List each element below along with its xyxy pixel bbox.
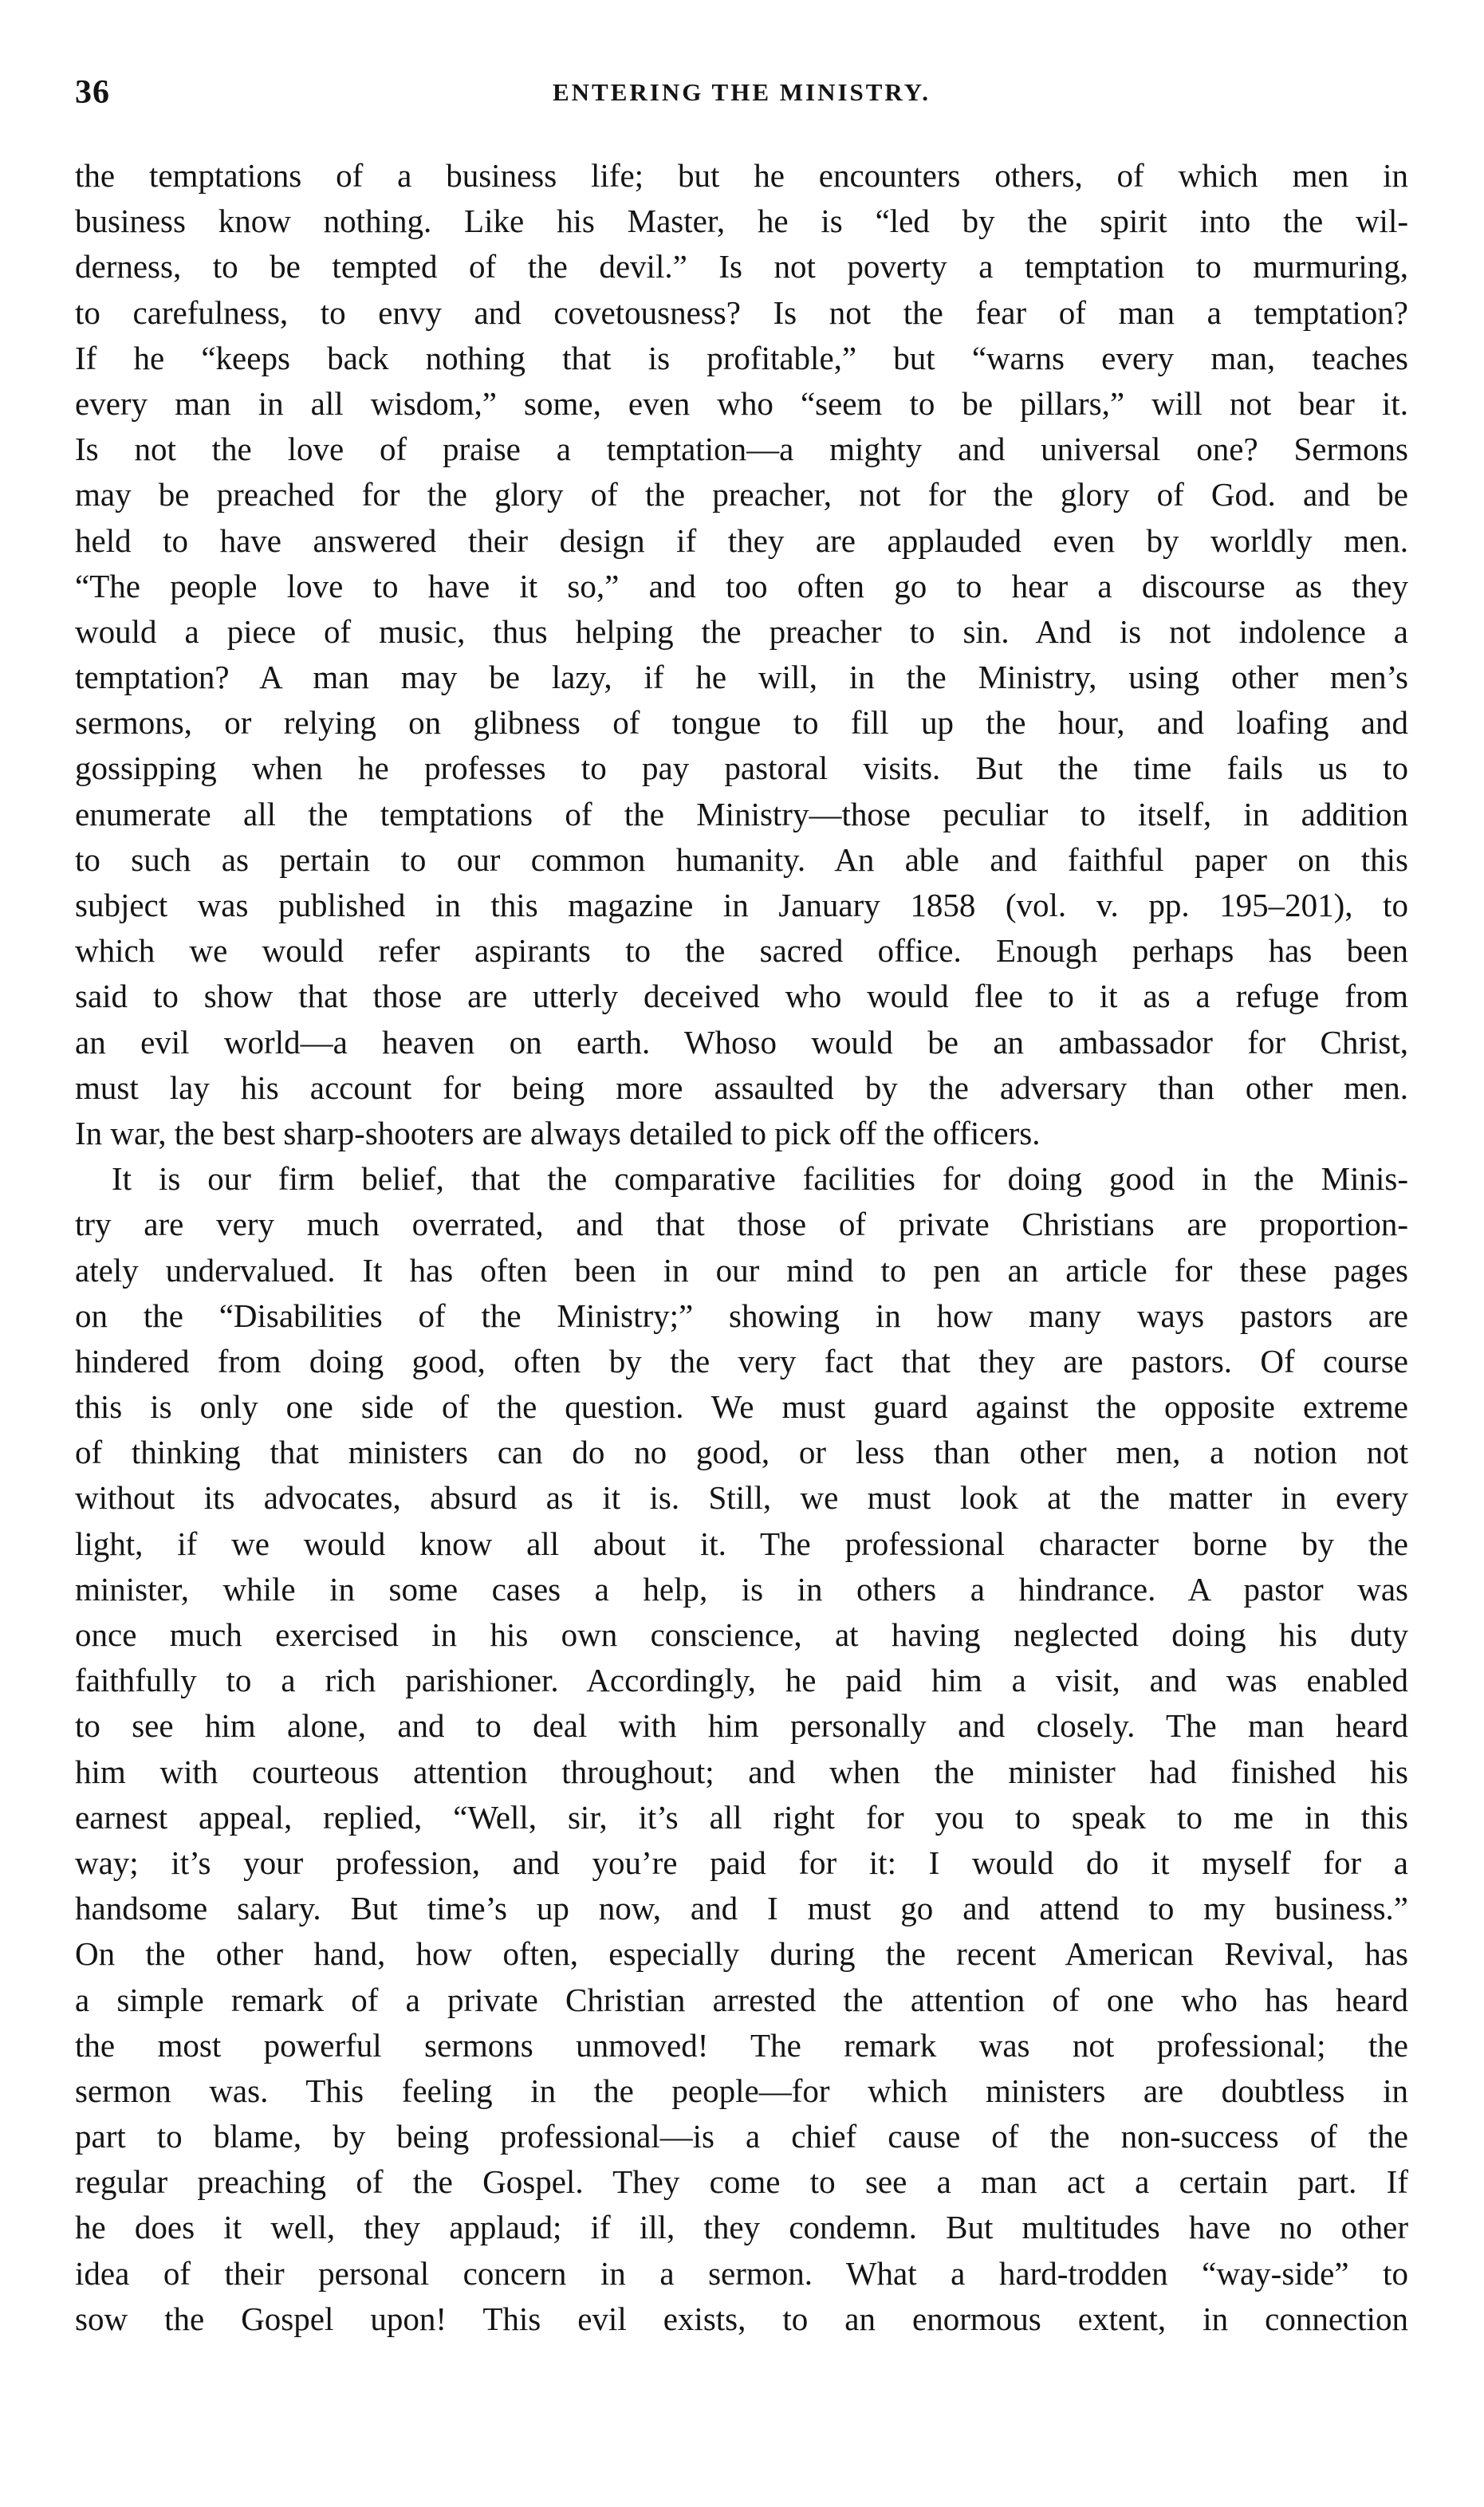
text-line: Is not the love of praise a temptation—a mighty and universal one? Sermons [75, 431, 1408, 468]
text-line: On the other hand, how often, especially during the recent American Revival, has [75, 1935, 1408, 1973]
text-line: held to have answered their design if they are applauded even by worldly men. [75, 521, 1408, 559]
text-line: regular preaching of the Gospel. They come to see a man act a certain part. If [75, 2163, 1408, 2201]
body-text [75, 153, 1408, 2342]
text-line: “The people love to have it so,” and too often go to hear a discourse as they [75, 567, 1408, 604]
text-line: In war, the best sharp-shooters are always detailed to pick off the officers. [75, 1114, 1041, 1151]
text-line: earnest appeal, replied, “Well, sir, it’s all right for you to speak to me in this [75, 1798, 1408, 1836]
text-line: hindered from doing good, often by the very fact that they are pastors. Of course [75, 1342, 1408, 1379]
text-line: without its advocates, absurd as it is. Still, we must look at the matter in every [75, 1479, 1408, 1517]
text-line: sow the Gospel upon! This evil exists, to an enormous extent, in connection [75, 2300, 1408, 2337]
text-line: on the “Disabilities of the Ministry;” showing in how many ways pastors are [75, 1297, 1408, 1334]
text-line: enumerate all the temptations of the Ministry—those peculiar to itself, in addition [75, 795, 1408, 832]
text-line: the most powerful sermons unmoved! The remark was not professional; the [75, 2026, 1408, 2064]
text-line: derness, to be tempted of the devil.” Is not poverty a temptation to murmuring, [75, 248, 1408, 285]
text-line: to see him alone, and to deal with him personally and closely. The man heard [75, 1707, 1408, 1745]
text-line: handsome salary. But time’s up now, and I must go and attend to my business.” [75, 1890, 1408, 1927]
text-line: must lay his account for being more assaulted by the adversary than other men. [75, 1069, 1408, 1106]
text-line: an evil world—a heaven on earth. Whoso would be an ambassador for Christ, [75, 1023, 1408, 1061]
text-line: every man in all wisdom,” some, even who “seem to be pillars,” will not bear it. [75, 384, 1408, 422]
text-line: once much exercised in his own conscience, at having neglected doing his duty [75, 1616, 1408, 1653]
text-line: sermons, or relying on glibness of tongue to fill up the hour, and loafing and [75, 704, 1408, 742]
running-head [75, 73, 1408, 121]
text-line: try are very much overrated, and that those of private Christians are proportion- [75, 1206, 1408, 1243]
text-line: the temptations of a business life; but he encounters others, of which men in [75, 157, 1408, 194]
text-line: minister, while in some cases a help, is in others a hindrance. A pastor was [75, 1570, 1408, 1608]
text-line: ately undervalued. It has often been in our mind to pen an article for these pages [75, 1251, 1408, 1289]
text-line: would a piece of music, thus helping the preacher to sin. And is not indolence a [75, 612, 1408, 650]
text-line: If he “keeps back nothing that is profitable,” but “warns every man, teaches [75, 339, 1408, 376]
text-line: sermon was. This feeling in the people—for which ministers are doubtless in [75, 2072, 1408, 2109]
running-title: ENTERING THE MINISTRY. [552, 78, 931, 106]
text-line: to carefulness, to envy and covetousness? Is not the fear of man a temptation? [75, 293, 1408, 331]
text-line: idea of their personal concern in a sermon. What a hard-trodden “way-side” to [75, 2254, 1408, 2292]
text-line: gossipping when he professes to pay pastoral visits. But the time fails us to [75, 750, 1408, 787]
text-line: of thinking that ministers can do no good, or less than other men, a notion not [75, 1434, 1408, 1471]
text-line: this is only one side of the question. We must guard against the opposite extreme [75, 1388, 1408, 1426]
book-page [75, 73, 1408, 2342]
text-line: said to show that those are utterly deceived who would flee to it as a refuge from [75, 978, 1408, 1015]
text-line: business know nothing. Like his Master, he is “led by the spirit into the wil- [75, 203, 1408, 240]
text-line: he does it well, they applaud; if ill, they condemn. But multitudes have no other [75, 2209, 1408, 2246]
text-line: temptation? A man may be lazy, if he will, in the Ministry, using other men’s [75, 659, 1408, 696]
text-line: part to blame, by being professional—is a chief cause of the non-success of the [75, 2118, 1408, 2155]
text-line: way; it’s your profession, and you’re paid for it: I would do it myself for a [75, 1844, 1408, 1881]
text-line: him with courteous attention throughout; and when the minister had finished his [75, 1753, 1408, 1790]
text-line: It is our firm belief, that the comparative facilities for doing good in the Minis- [112, 1160, 1408, 1198]
text-line: which we would refer aspirants to the sacred office. Enough perhaps has been [75, 932, 1408, 970]
text-line: light, if we would know all about it. The professional character borne by the [75, 1525, 1408, 1562]
text-line: a simple remark of a private Christian arrested the attention of one who has heard [75, 1981, 1408, 2018]
text-line: to such as pertain to our common humanity. An able and faithful paper on this [75, 840, 1408, 878]
text-line: may be preached for the glory of the preacher, not for the glory of God. and be [75, 476, 1408, 514]
page-number: 36 [75, 74, 110, 111]
text-line: faithfully to a rich parishioner. Accordingly, he paid him a visit, and was enabled [75, 1662, 1408, 1699]
text-line: subject was published in this magazine in January 1858 (vol. v. pp. 195–201), to [75, 887, 1408, 923]
